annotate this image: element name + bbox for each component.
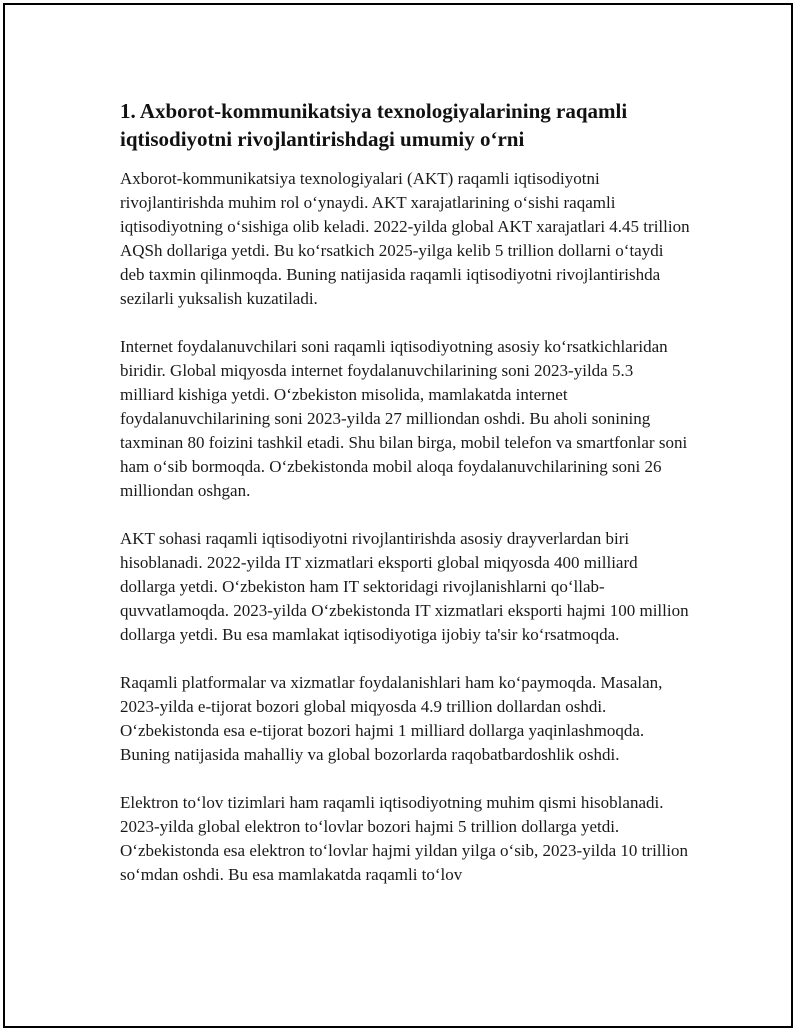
paragraph-digital-platforms: Raqamli platformalar va xizmatlar foydalanishlari ham ko‘paymoqda. Masalan, 2023-yilda e-tijorat bozori global miqyosda 4.9 trillion dollardan oshdi. O‘zbekistonda esa e-tijorat bozori hajmi 1 milliard dollarga yaqinlashmoqda. Buning natijasida mahalliy va global bozorlarda raqobatbardoshlik oshdi. (120, 673, 663, 764)
paragraph-electronic-payments: Elektron to‘lov tizimlari ham raqamli iqtisodiyotning muhim qismi hisoblanadi. 2023-yilda global elektron to‘lovlar bozori hajmi 5 trillion dollarga yetdi. O‘zbekistonda esa elektron to‘lovlar hajmi yildan yilga o‘sib, 2023-yilda 10 trillion so‘mdan oshdi. Bu esa mamlakatda raqamli to‘lov (120, 793, 688, 884)
paragraph-internet-users: Internet foydalanuvchilari soni raqamli iqtisodiyotning asosiy ko‘rsatkichlaridan biridir. Global miqyosda internet foydalanuvchilarining soni 2023-yilda 5.3 milliard kishiga yetdi. O‘zbekiston misolida, mamlakatda internet foydalanuvchilarining soni 2023-yilda 27 milliondan oshdi. Bu aholi sonining taxminan 80 foizini tashkil etadi. Shu bilan birga, mobil telefon va smartfonlar soni ham o‘sib bormoqda. O‘zbekistonda mobil aloqa foydalanuvchilarining soni 26 milliondan oshgan. (120, 337, 688, 500)
paragraph-ict-spending: Axborot-kommunikatsiya texnologiyalari (AKT) raqamli iqtisodiyotni rivojlantirishda muhim rol o‘ynaydi. AKT xarajatlarining o‘sishi raqamli iqtisodiyotning o‘sishiga olib keladi. 2022-yilda global AKT xarajatlari 4.45 trillion AQSh dollariga yetdi. Bu ko‘rsatkich 2025-yilga kelib 5 trillion dollarni o‘taydi deb taxmin qilinmoqda. Buning natijasida raqamli iqtisodiyotni rivojlantirishda sezilarli yuksalish kuzatiladi. (120, 169, 690, 308)
section-title: 1. Axborot-kommunikatsiya texnologiyalarining raqamli iqtisodiyotni rivojlantirishdagi umumiy o‘rni (120, 99, 628, 151)
document-content (120, 97, 690, 911)
document-page (3, 3, 793, 1028)
paragraph-it-exports: AKT sohasi raqamli iqtisodiyotni rivojlantirishda asosiy drayverlardan biri hisoblanadi. 2022-yilda IT xizmatlari eksporti global miqyosda 400 milliard dollarga yetdi. O‘zbekiston ham IT sektoridagi rivojlanishlarni qo‘llab-quvvatlamoqda. 2023-yilda O‘zbekistonda IT xizmatlari eksporti hajmi 100 million dollarga yetdi. Bu esa mamlakat iqtisodiyotiga ijobiy ta'sir ko‘rsatmoqda. (120, 529, 689, 644)
